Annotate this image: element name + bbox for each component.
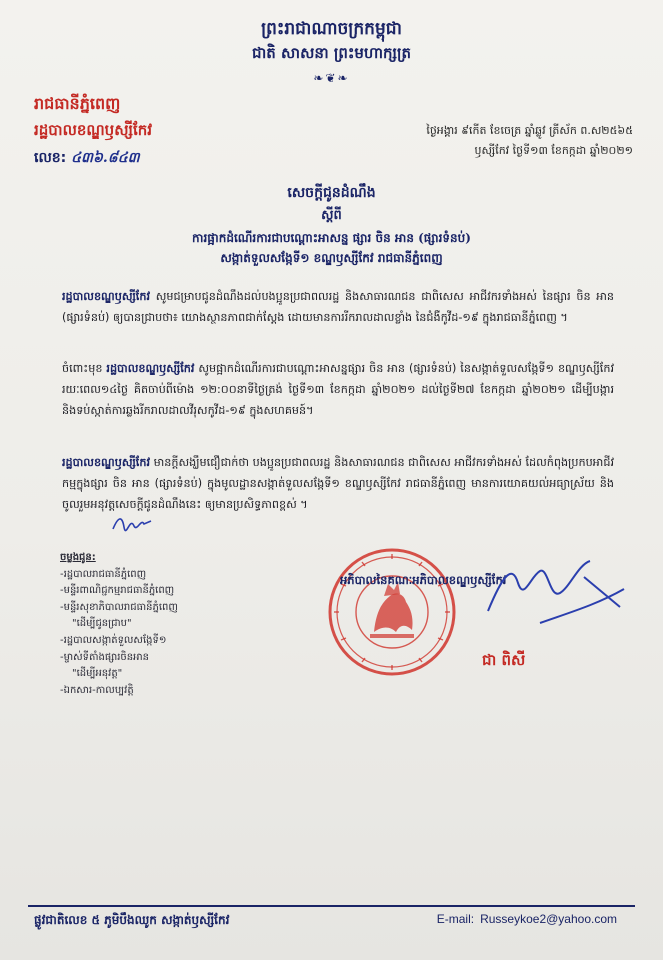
p2-text: សូមផ្អាកដំណើរការជាបណ្តោះអាសន្នផ្សារ ចិន អាន (ផ្សារទំនប់) នៃសង្កាត់ទួលសង្កែទី១ ខណ្ឌឫស្សីកែវ រយៈពេល១៤ថ្ងៃ គិតចាប់ពីម៉ោង ១២:០០នាទីថ្ងៃត្រង់ ថ្ងៃទី១៣ ខែកក្កដា ឆ្នាំ២០២១ ដល់ថ្ងៃទី២៧ ខែកក្កដា ឆ្នាំ២០២១ ដើម្បីបង្ការ និងទប់ស្កាត់ការឆ្លងរីករាលដាលវីរុសកូវីដ-១៩ ក្នុងសហគមន៍។ [62, 362, 614, 417]
ref-label: លេខ: [34, 150, 67, 166]
cc-item: -មន្ទីរសុខាភិបាលរាជធានីភ្នំពេញ [60, 601, 178, 613]
title-subject-label: ស្តីពី [321, 208, 342, 223]
p1-lead: រដ្ឋបាលខណ្ឌឫស្សីកែវ [62, 290, 151, 303]
lunar-date: ថ្ងៃអង្គារ ៩កើត ខែចេត្រ ឆ្នាំឆ្លូវ ត្រីស័ក ព.ស២៥៦៥ [426, 124, 633, 137]
cc-item: -រដ្ឋបាលសង្កាត់ទួលសង្កែទី១ [60, 634, 167, 646]
cc-item: -រដ្ឋបាលរាជធានីភ្នំពេញ [60, 568, 147, 580]
ornament-divider: ❧❦❧ [313, 71, 350, 85]
body-paragraph-1 [62, 286, 614, 328]
footer-address: ផ្លូវជាតិលេខ ៥ ភូមិបឹងឈូក សង្កាត់ឫស្សីកែវ [34, 913, 230, 927]
signature-scribble [478, 549, 628, 641]
kingdom-heading: ព្រះរាជាណាចក្រកម្ពុជា [261, 19, 402, 39]
cc-item: "ដើម្បីជូនជ្រាប" [72, 618, 132, 630]
reference-number [34, 148, 140, 169]
cc-item: "ដើម្បីអនុវត្ត" [72, 668, 123, 680]
title-subject: ការផ្អាកដំណើរការជាបណ្តោះអាសន្ន ផ្សារ ចិន អាន (ផ្សារទំនប់) [192, 231, 471, 245]
p3-lead: រដ្ឋបាលខណ្ឌឫស្សីកែវ [62, 456, 151, 469]
initials-scribble [110, 512, 154, 536]
signatory-title: អភិបាលនៃគណៈអភិបាលខណ្ឌឫស្សីកែវ [340, 573, 507, 587]
cc-item: -មន្ទីរពាណិជ្ជកម្មរាជធានីភ្នំពេញ [60, 585, 175, 597]
national-motto: ជាតិ សាសនា ព្រះមហាក្សត្រ [252, 44, 411, 62]
authority-name: រាជធានីភ្នំពេញ [34, 94, 121, 113]
p2-lead: រដ្ឋបាលខណ្ឌឫស្សីកែវ [106, 362, 195, 375]
email-label: E-mail: [436, 912, 475, 926]
p2-pre: ចំពោះមុខ [62, 362, 107, 375]
signatory-name: ជា ពិសី [482, 651, 526, 669]
cc-list [60, 550, 178, 699]
title-location: សង្កាត់ទួលសង្កែទី១ ខណ្ឌឫស្សីកែវ រាជធានីភ្នំពេញ [220, 251, 443, 265]
footer-email [437, 912, 617, 926]
footer-divider [28, 905, 635, 907]
body-paragraph-2 [62, 358, 614, 421]
body-paragraph-3 [62, 452, 614, 515]
email-address: Russeykoe2@yahoo.com [480, 912, 617, 926]
cc-heading: ចម្លងជូន: [60, 552, 96, 563]
cc-item: -ម្ចាស់ទីតាំងផ្សារចិនអាន [60, 651, 149, 663]
document-title: សេចក្តីជូនដំណឹង [287, 185, 376, 201]
district-name: រដ្ឋបាលខណ្ឌឫស្សីកែវ [34, 121, 152, 139]
cc-item: -ឯកសារ-កាលប្បវត្តិ [60, 684, 134, 696]
p1-text: សូមជម្រាបជូនដំណឹងដល់បងប្អូនប្រជាពលរដ្ឋ និងសាធារណជន ជាពិសេស អាជីវករទាំងអស់ នៃផ្សារ ចិន អាន (ផ្សារទំនប់) ឲ្យបានជ្រាបថា៖ យោងស្ថានភាពជាក់ស្តែង ដោយមានការរីករាលដាលខ្លាំង នៃជំងឺកូវីដ-១៩ ក្នុងរាជធានីភ្នំពេញ ។ [62, 290, 614, 324]
ref-number-handwritten: ៤៣៦.៨៤៣ [71, 150, 140, 166]
p3-text: មានក្តីសង្ឃឹមជឿជាក់ថា បងប្អូនប្រជាពលរដ្ឋ និងសាធារណជន ជាពិសេស អាជីវករទាំងអស់ ដែលកំពុងប្រកបអាជីវកម្មក្នុងផ្សារ ចិន អាន (ផ្សារទំនប់) ក្នុងមូលដ្ឋានសង្កាត់ទួលសង្កែទី១ ខណ្ឌឫស្សីកែវ រាជធានីភ្នំពេញ មានការយោគយល់អធ្យាស្រ័យ និងចូលរួមអនុវត្តសេចក្តីជូនដំណឹងនេះ ឲ្យមានប្រសិទ្ធភាពខ្ពស់ ។ [62, 456, 614, 511]
solar-date: ឫស្សីកែវ ថ្ងៃទី១៣ ខែកក្កដា ឆ្នាំ២០២១ [474, 144, 633, 157]
official-seal-icon [326, 546, 458, 678]
